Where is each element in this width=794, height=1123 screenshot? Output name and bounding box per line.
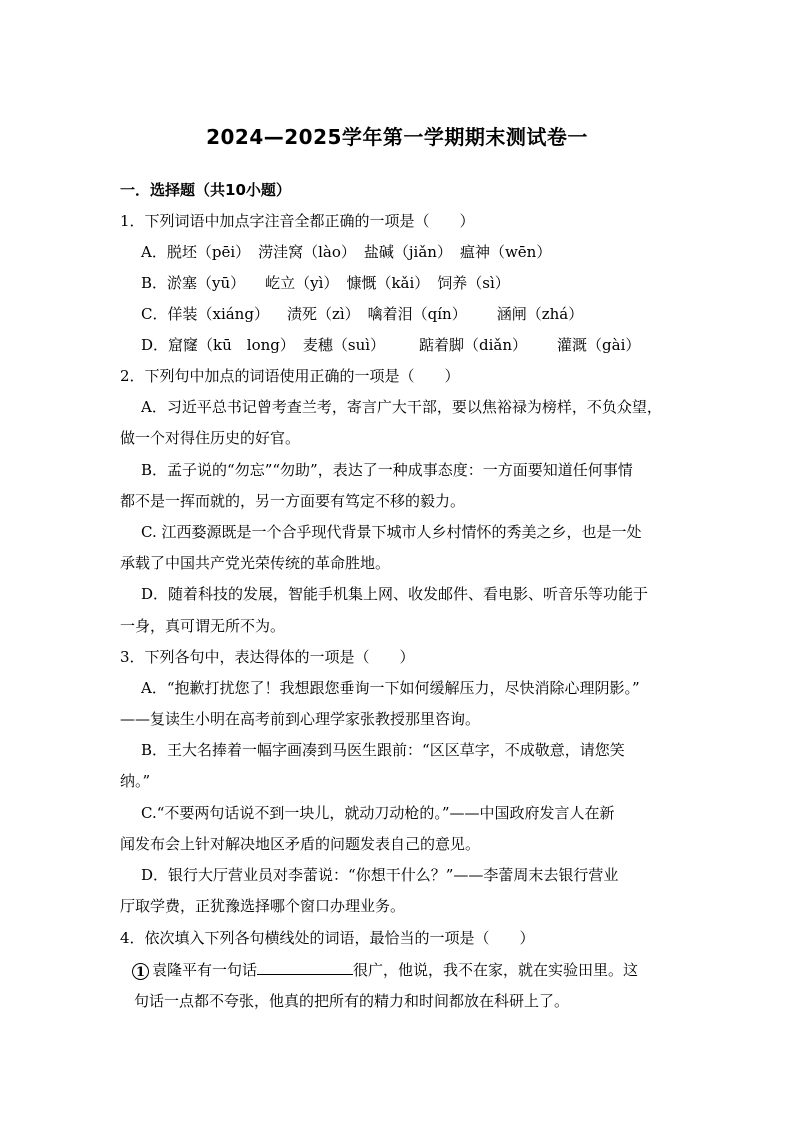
q1-option-a: A．脱坯（pēi） 涝洼窝（lào） 盐碱（jiǎn） 瘟神（wēn） <box>141 243 552 261</box>
q3-option-d-line2: 厅取学费，正犹豫选择哪个窗口办理业务。 <box>120 897 406 915</box>
q3-option-c-line1: C.“不要两句话说不到一块儿，就动刀动枪的。”——中国政府发言人在新 <box>141 804 615 822</box>
q3-option-a-line1: A．“抱歉打扰您了！我想跟您垂询一下如何缓解压力，尽快消除心理阴影。” <box>141 679 640 697</box>
q2-option-a-line1: A．习近平总书记曾考查兰考，寄言广大干部，要以焦裕禄为榜样，不负众望， <box>141 398 662 416</box>
q3-option-d-line1: D．银行大厅营业员对李蕾说：“你想干什么？”——李蕾周末去银行营业 <box>141 866 619 884</box>
question-3-stem: 3．下列各句中，表达得体的一项是（ ） <box>120 648 415 666</box>
question-1-stem: 1．下列词语中加点字注音全都正确的一项是（ ） <box>120 212 475 230</box>
q2-option-d-line2: 一身，真可谓无所不为。 <box>120 617 286 635</box>
q2-option-c-line1: C. 江西婺源既是一个合乎现代背景下城市人乡村情怀的秀美之乡，也是一处 <box>141 523 642 541</box>
q2-option-b-line1: B．孟子说的“勿忘”“勿助”，表达了一种成事态度：一方面要知道任何事情 <box>141 461 633 479</box>
q1-option-d: D．窟窿（kū long） 麦穗（suì） 踮着脚（diǎn） 灌溉（gài） <box>141 336 641 354</box>
q1-option-c: C．佯装（xiáng） 渍死（zì） 噙着泪（qín） 涵闸（zhá） <box>141 305 584 323</box>
fill-blank <box>257 960 353 975</box>
q1-option-b: B．淤塞（yū） 屹立（yì） 慷慨（kǎi） 饲养（sì） <box>141 274 510 292</box>
q2-option-b-line2: 都不是一挥而就的，另一方面要有笃定不移的毅力。 <box>120 492 466 510</box>
q2-option-c-line2: 承载了中国共产党光荣传统的革命胜地。 <box>120 554 391 572</box>
question-4-stem: 4．依次填入下列各句横线处的词语，最恰当的一项是（ ） <box>120 929 535 947</box>
circled-number: 1 <box>132 963 149 980</box>
question-2-stem: 2．下列句中加点的词语使用正确的一项是（ ） <box>120 367 460 385</box>
q3-option-c-line2: 闻发布会上针对解决地区矛盾的问题发表自己的意见。 <box>120 835 481 853</box>
section-heading: 一．选择题（共10小题） <box>120 181 291 199</box>
q4-sentence-1-line1: 1 袁隆平有一句话 很广，他说，我不在家，就在实验田里。这 <box>132 960 638 980</box>
q3-option-b-line1: B．王大名捧着一幅字画凑到马医生跟前：“区区草字，不成敬意，请您笑 <box>141 741 625 759</box>
q3-option-b-line2: 纳。” <box>120 772 151 790</box>
q2-option-d-line1: D．随着科技的发展，智能手机集上网、收发邮件、看电影、听音乐等功能于 <box>141 585 649 603</box>
q4-sentence-1-line2: 句话一点都不夸张，他真的把所有的精力和时间都放在科研上了。 <box>134 992 570 1010</box>
page-title: 2024—2025学年第一学期期末测试卷一 <box>206 125 588 149</box>
q3-option-a-line2: ——复读生小明在高考前到心理学家张教授那里咨询。 <box>120 710 481 728</box>
q2-option-a-line2: 做一个对得住历史的好官。 <box>120 429 301 447</box>
